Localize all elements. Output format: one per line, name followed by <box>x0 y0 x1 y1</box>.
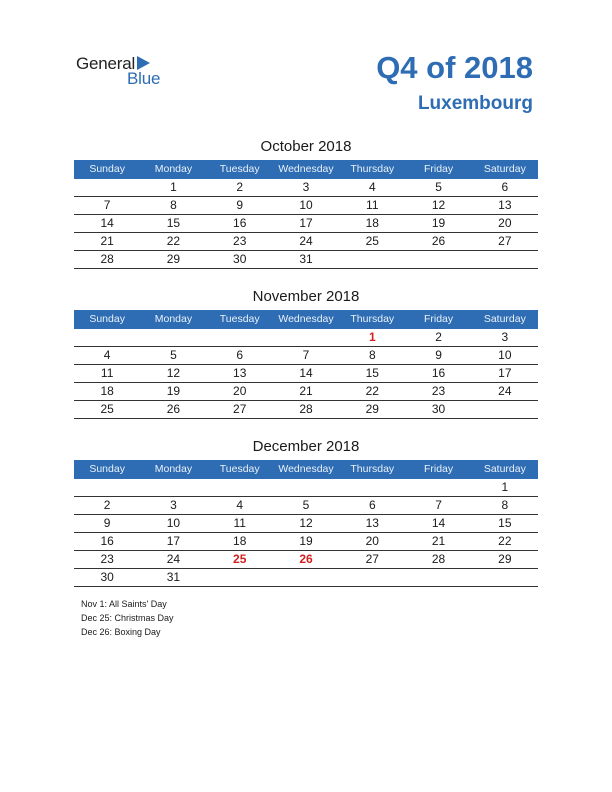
day-cell: 4 <box>74 347 140 365</box>
day-cell: 22 <box>140 233 206 251</box>
day-cell: 18 <box>339 215 405 233</box>
page-subtitle: Luxembourg <box>417 93 533 114</box>
month-title: November 2018 <box>252 288 360 305</box>
weekday-header: Thursday <box>339 460 405 479</box>
empty-day-cell <box>405 479 471 497</box>
weekday-header: Friday <box>405 310 471 329</box>
day-cell: 29 <box>472 551 538 569</box>
empty-day-cell <box>405 569 471 587</box>
day-cell: 23 <box>74 551 140 569</box>
logo <box>76 54 186 90</box>
day-cell: 25 <box>74 401 140 419</box>
month-october <box>74 138 538 269</box>
day-cell: 22 <box>339 383 405 401</box>
day-cell: 2 <box>207 179 273 197</box>
day-cell: 14 <box>273 365 339 383</box>
weekday-header: Saturday <box>472 310 538 329</box>
day-cell: 24 <box>273 233 339 251</box>
day-cell: 11 <box>339 197 405 215</box>
day-cell: 21 <box>405 533 471 551</box>
day-cell: 11 <box>74 365 140 383</box>
empty-day-cell <box>207 479 273 497</box>
weekday-header: Tuesday <box>207 460 273 479</box>
empty-day-cell <box>339 479 405 497</box>
day-cell: 1 <box>339 329 405 347</box>
day-cell: 8 <box>339 347 405 365</box>
day-cell: 3 <box>140 497 206 515</box>
day-cell: 7 <box>273 347 339 365</box>
day-cell: 8 <box>472 497 538 515</box>
day-cell: 26 <box>405 233 471 251</box>
day-cell: 30 <box>74 569 140 587</box>
empty-day-cell <box>140 329 206 347</box>
day-cell: 31 <box>140 569 206 587</box>
day-cell: 17 <box>273 215 339 233</box>
day-cell: 13 <box>207 365 273 383</box>
month-title: October 2018 <box>260 138 352 155</box>
day-cell: 10 <box>273 197 339 215</box>
day-cell: 6 <box>207 347 273 365</box>
day-cell: 9 <box>207 197 273 215</box>
day-cell: 17 <box>140 533 206 551</box>
weekday-header: Tuesday <box>207 310 273 329</box>
day-cell: 3 <box>273 179 339 197</box>
day-cell: 9 <box>74 515 140 533</box>
empty-day-cell <box>74 329 140 347</box>
holiday-note: Nov 1: All Saints' Day <box>81 599 167 609</box>
day-cell: 14 <box>405 515 471 533</box>
day-cell: 26 <box>140 401 206 419</box>
day-cell: 12 <box>273 515 339 533</box>
day-cell: 28 <box>273 401 339 419</box>
empty-day-cell <box>74 179 140 197</box>
month-december <box>74 438 538 587</box>
empty-day-cell <box>74 479 140 497</box>
day-cell: 19 <box>405 215 471 233</box>
day-cell: 27 <box>472 233 538 251</box>
day-cell: 21 <box>74 233 140 251</box>
weekday-header: Sunday <box>74 310 140 329</box>
day-cell: 24 <box>472 383 538 401</box>
day-cell: 5 <box>273 497 339 515</box>
empty-day-cell <box>273 479 339 497</box>
day-cell: 17 <box>472 365 538 383</box>
day-cell: 27 <box>207 401 273 419</box>
day-cell: 28 <box>405 551 471 569</box>
calendar-grid <box>74 310 538 419</box>
day-cell: 2 <box>74 497 140 515</box>
day-cell: 18 <box>207 533 273 551</box>
logo-blue-text: Blue <box>127 69 161 88</box>
weekday-header: Friday <box>405 160 471 179</box>
day-cell: 13 <box>472 197 538 215</box>
day-cell: 30 <box>405 401 471 419</box>
day-cell: 5 <box>140 347 206 365</box>
empty-day-cell <box>207 569 273 587</box>
day-cell: 29 <box>339 401 405 419</box>
weekday-header: Saturday <box>472 160 538 179</box>
empty-day-cell <box>472 251 538 269</box>
empty-day-cell <box>339 569 405 587</box>
day-cell: 12 <box>140 365 206 383</box>
day-cell: 15 <box>140 215 206 233</box>
empty-day-cell <box>339 251 405 269</box>
day-cell: 27 <box>339 551 405 569</box>
day-cell: 13 <box>339 515 405 533</box>
day-cell: 25 <box>339 233 405 251</box>
day-cell: 7 <box>405 497 471 515</box>
day-cell: 4 <box>339 179 405 197</box>
holiday-note: Dec 25: Christmas Day <box>81 613 174 623</box>
day-cell: 3 <box>472 329 538 347</box>
day-cell: 28 <box>74 251 140 269</box>
weekday-header: Thursday <box>339 160 405 179</box>
weekday-header: Monday <box>140 310 206 329</box>
day-cell: 20 <box>207 383 273 401</box>
day-cell: 7 <box>74 197 140 215</box>
day-cell: 11 <box>207 515 273 533</box>
calendar-grid <box>74 160 538 269</box>
weekday-header: Wednesday <box>273 310 339 329</box>
day-cell: 16 <box>74 533 140 551</box>
day-cell: 26 <box>273 551 339 569</box>
day-cell: 15 <box>472 515 538 533</box>
day-cell: 14 <box>74 215 140 233</box>
day-cell: 19 <box>273 533 339 551</box>
day-cell: 4 <box>207 497 273 515</box>
empty-day-cell <box>472 569 538 587</box>
day-cell: 21 <box>273 383 339 401</box>
day-cell: 22 <box>472 533 538 551</box>
day-cell: 20 <box>339 533 405 551</box>
weekday-header: Thursday <box>339 310 405 329</box>
day-cell: 23 <box>207 233 273 251</box>
day-cell: 2 <box>405 329 471 347</box>
page-title: Q4 of 2018 <box>376 50 533 85</box>
day-cell: 29 <box>140 251 206 269</box>
day-cell: 25 <box>207 551 273 569</box>
weekday-header: Monday <box>140 460 206 479</box>
day-cell: 20 <box>472 215 538 233</box>
day-cell: 5 <box>405 179 471 197</box>
day-cell: 8 <box>140 197 206 215</box>
empty-day-cell <box>140 479 206 497</box>
day-cell: 18 <box>74 383 140 401</box>
weekday-header: Saturday <box>472 460 538 479</box>
weekday-header: Wednesday <box>273 460 339 479</box>
empty-day-cell <box>207 329 273 347</box>
day-cell: 12 <box>405 197 471 215</box>
day-cell: 6 <box>472 179 538 197</box>
month-november <box>74 288 538 419</box>
day-cell: 10 <box>472 347 538 365</box>
day-cell: 23 <box>405 383 471 401</box>
day-cell: 10 <box>140 515 206 533</box>
weekday-header: Sunday <box>74 160 140 179</box>
holiday-notes <box>81 597 174 639</box>
day-cell: 6 <box>339 497 405 515</box>
holiday-note: Dec 26: Boxing Day <box>81 627 161 637</box>
weekday-header: Monday <box>140 160 206 179</box>
empty-day-cell <box>405 251 471 269</box>
day-cell: 9 <box>405 347 471 365</box>
day-cell: 16 <box>405 365 471 383</box>
day-cell: 19 <box>140 383 206 401</box>
calendar-grid <box>74 460 538 587</box>
weekday-header: Tuesday <box>207 160 273 179</box>
empty-day-cell <box>273 329 339 347</box>
day-cell: 31 <box>273 251 339 269</box>
day-cell: 30 <box>207 251 273 269</box>
empty-day-cell <box>472 401 538 419</box>
logo-general-text: General <box>76 54 136 73</box>
empty-day-cell <box>273 569 339 587</box>
month-title: December 2018 <box>252 438 360 455</box>
day-cell: 15 <box>339 365 405 383</box>
day-cell: 1 <box>140 179 206 197</box>
weekday-header: Sunday <box>74 460 140 479</box>
weekday-header: Friday <box>405 460 471 479</box>
day-cell: 1 <box>472 479 538 497</box>
logo-flag-icon <box>137 56 150 70</box>
weekday-header: Wednesday <box>273 160 339 179</box>
day-cell: 24 <box>140 551 206 569</box>
day-cell: 16 <box>207 215 273 233</box>
